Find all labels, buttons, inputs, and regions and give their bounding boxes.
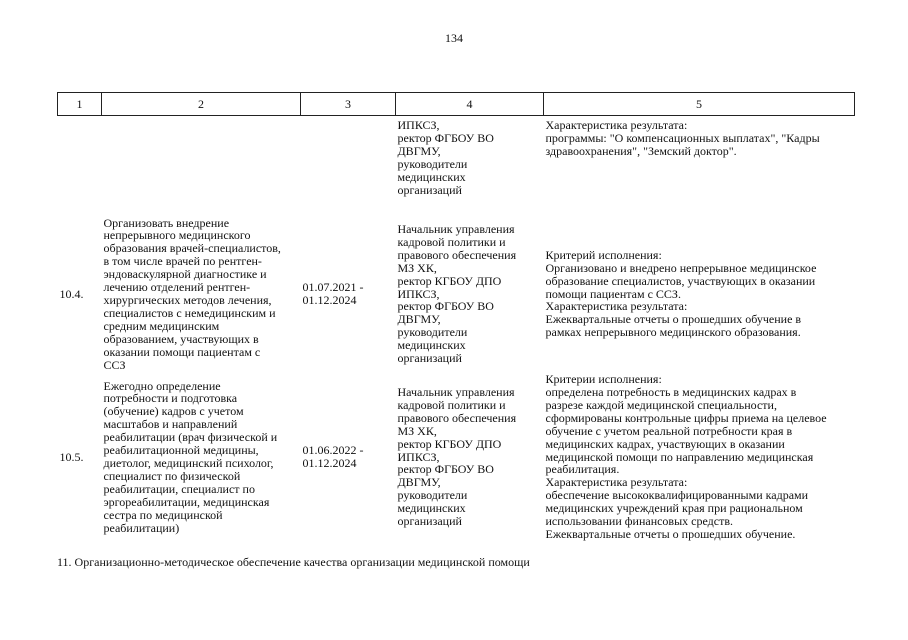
responsible-cell: Начальник управления кадровой политики и правового обеспечения МЗ ХК, ректор КГБОУ ДПО ИПКСЗ, ректор ФГБОУ ВО ДВГМУ, руководители медицинских организаций <box>397 222 517 366</box>
row-number <box>58 116 102 216</box>
task-cell <box>102 116 301 216</box>
column-header: 5 <box>544 93 855 116</box>
row-number: 10.4. <box>59 286 84 301</box>
result-cell: Критерий исполнения: Организовано и внедрено непрерывное медицинское образование специалистов, участвующих в оказании помощи пациентам с ССЗ. Характеристика результата: Ежеквартальные отчеты о прошедших обучение в рамках непрерывного медицинского образования. <box>545 247 817 340</box>
table-row <box>58 215 855 373</box>
column-header: 1 <box>58 93 102 116</box>
plan-table <box>57 92 855 541</box>
result-cell: Критерии исполнения: определена потребность в медицинских кадрах в разрезе каждой медицинской специальности, сформированы контрольные цифры приема на целевое обучение с учетом реальной потребности края в медицинских кадрах, участвующих в оказании медицинской помощи по направлению медицинская реабилитация. Характеристика результата: обеспечение высококвалифицированными кадрами медицинских учреждений края при рациональном использовании финансовых средств. Ежеквартальные отчеты о прошедших обучение. <box>545 372 827 541</box>
page-number: 134 <box>445 31 463 45</box>
dates-cell: 01.06.2022 - 01.12.2024 <box>302 443 364 470</box>
result-cell: Характеристика результата: программы: "О компенсационных выплатах", "Кадры здравоохранения", "Земский доктор". <box>545 118 820 158</box>
dates-cell: 01.07.2021 - 01.12.2024 <box>302 280 364 307</box>
column-header: 4 <box>396 93 544 116</box>
column-header: 2 <box>102 93 301 116</box>
dates-cell <box>301 116 396 216</box>
responsible-cell: Начальник управления кадровой политики и правового обеспечения МЗ ХК, ректор КГБОУ ДПО ИПКСЗ, ректор ФГБОУ ВО ДВГМУ, руководители медицинских организаций <box>397 385 517 529</box>
task-cell: Организовать внедрение непрерывного медицинского образования врачей-специалистов, в том числе врачей по рентген- эндоваскулярной диагностике и лечению отделений рентген- хирургических методов лечения, специалистов с немедицинским и средним медицинским образованием, участвующих в оказании помощи пациентам с ССЗ <box>103 215 281 372</box>
task-cell: Ежегодно определение потребности и подготовка (обучение) кадров с учетом масштабов и направлений реабилитации (врач физической и реабилитационной медицины, диетолог, медицинский психолог, специалист по физической реабилитации, специалист по эргореабилитации, медицинская сестра по медицинской реабилитации) <box>103 378 278 535</box>
responsible-cell: ИПКСЗ, ректор ФГБОУ ВО ДВГМУ, руководители медицинских организаций <box>397 118 494 197</box>
column-header: 3 <box>301 93 396 116</box>
table-row <box>58 116 855 216</box>
row-number: 10.5. <box>59 449 84 464</box>
table-row <box>58 373 855 541</box>
section-heading: 11. Организационно-методическое обеспечение качества организации медицинской помощи <box>57 555 530 569</box>
table-header-row <box>58 93 855 116</box>
